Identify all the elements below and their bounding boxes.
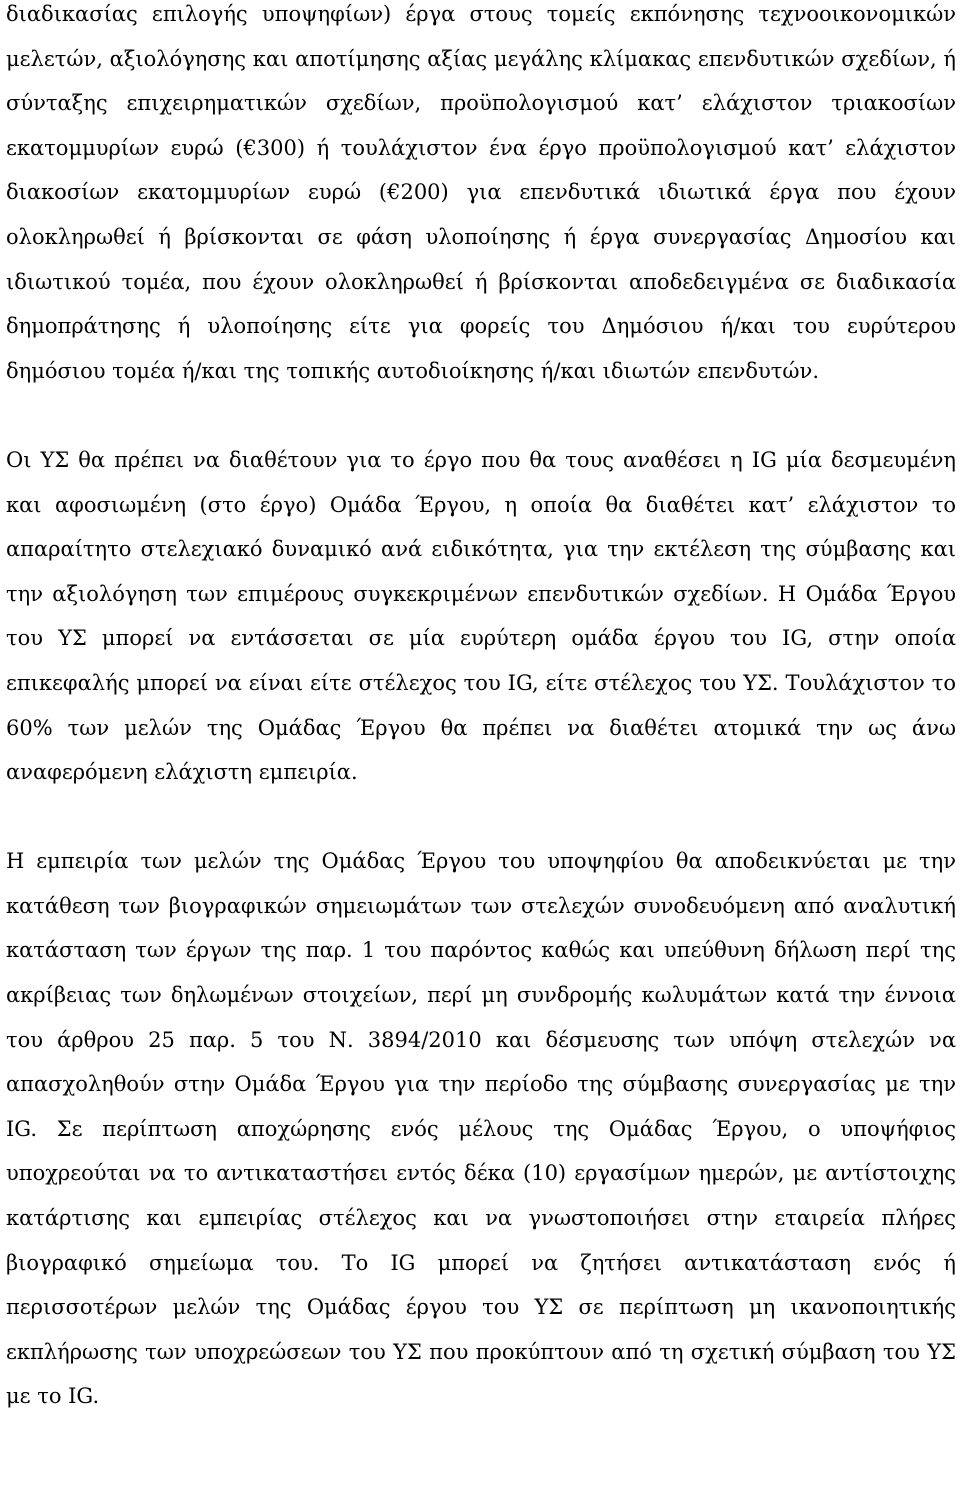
paragraph-project-team: Οι ΥΣ θα πρέπει να διαθέτουν για το έργο που θα τους αναθέσει η IG μία δεσμευμένη και αφοσιωμένη (στο έργο) Ομάδα Έργου, η οποία θα διαθέτει κατ’ ελάχιστον το απαραίτητο στελεχιακό δυναμικό ανά ειδικότητα, για την εκτέλεση της σύμβασης και την αξιολόγηση των επιμέρους συγκεκριμένων επενδυτικών σχεδίων. Η Ομάδα Έργου του ΥΣ μπορεί να εντάσσεται σε μία ευρύτερη ομάδα έργου του IG, στην οποία επικεφαλής μπορεί να είναι είτε στέλεχος του IG, είτε στέλεχος του ΥΣ. Τουλάχιστον το 60% των μελών της Ομάδας Έργου θα πρέπει να διαθέτει ατομικά την ως άνω αναφερόμενη ελάχιστη εμπειρία. <box>6 447 956 785</box>
paragraph-project-experience: διαδικασίας επιλογής υποψηφίων) έργα στους τομείς εκπόνησης τεχνοοικονομικών μελετών, αξιολόγησης και αποτίμησης αξίας μεγάλης κλίμακας επενδυτικών σχεδίων, ή σύνταξης επιχειρηματικών σχεδίων, προϋπολογισμού κατ’ ελάχιστον τριακοσίων εκατομμυρίων ευρώ (€300) ή τουλάχιστον ένα έργο προϋπολογισμού κατ’ ελάχιστον διακοσίων εκατομμυρίων ευρώ (€200) για επενδυτικά ιδιωτικά έργα που έχουν ολοκληρωθεί ή βρίσκονται σε φάση υλοποίησης ή έργα συνεργασίας Δημοσίου και ιδιωτικού τομέα, που έχουν ολοκληρωθεί ή βρίσκονται αποδεδειγμένα σε διαδικασία δημοπράτησης ή υλοποίησης είτε για φορείς του Δημόσιου ή/και του ευρύτερου δημόσιου τομέα ή/και της τοπικής αυτοδιοίκησης ή/και ιδιωτών επενδυτών. <box>6 2 956 383</box>
paragraph-team-evidence: Η εμπειρία των μελών της Ομάδας Έργου του υποψηφίου θα αποδεικνύεται με την κατάθεση των βιογραφικών σημειωμάτων των στελεχών συνοδευόμενη από αναλυτική κατάσταση των έργων της παρ. 1 του παρόντος καθώς και υπεύθυνη δήλωση περί της ακρίβειας των δηλωμένων στοιχείων, περί μη συνδρομής κωλυμάτων κατά την έννοια του άρθρου 25 παρ. 5 του Ν. 3894/2010 και δέσμευσης των υπόψη στελεχών να απασχοληθούν στην Ομάδα Έργου για την περίοδο της σύμβασης συνεργασίας με την IG. Σε περίπτωση αποχώρησης ενός μέλους της Ομάδας Έργου, ο υποψήφιος υποχρεούται να το αντικαταστήσει εντός δέκα (10) εργασίμων ημερών, με αντίστοιχης κατάρτισης και εμπειρίας στέλεχος και να γνωστοποιήσει στην εταιρεία πλήρες βιογραφικό σημείωμα του. Το IG μπορεί να ζητήσει αντικατάσταση ενός ή περισσοτέρων μελών της Ομάδας έργου του ΥΣ σε περίπτωση μη ικανοποιητικής εκπλήρωσης των υποχρεώσεων του ΥΣ που προκύπτουν από τη σχετική σύμβαση του ΥΣ με το IG. <box>6 849 956 1409</box>
document-page <box>6 0 956 1419</box>
